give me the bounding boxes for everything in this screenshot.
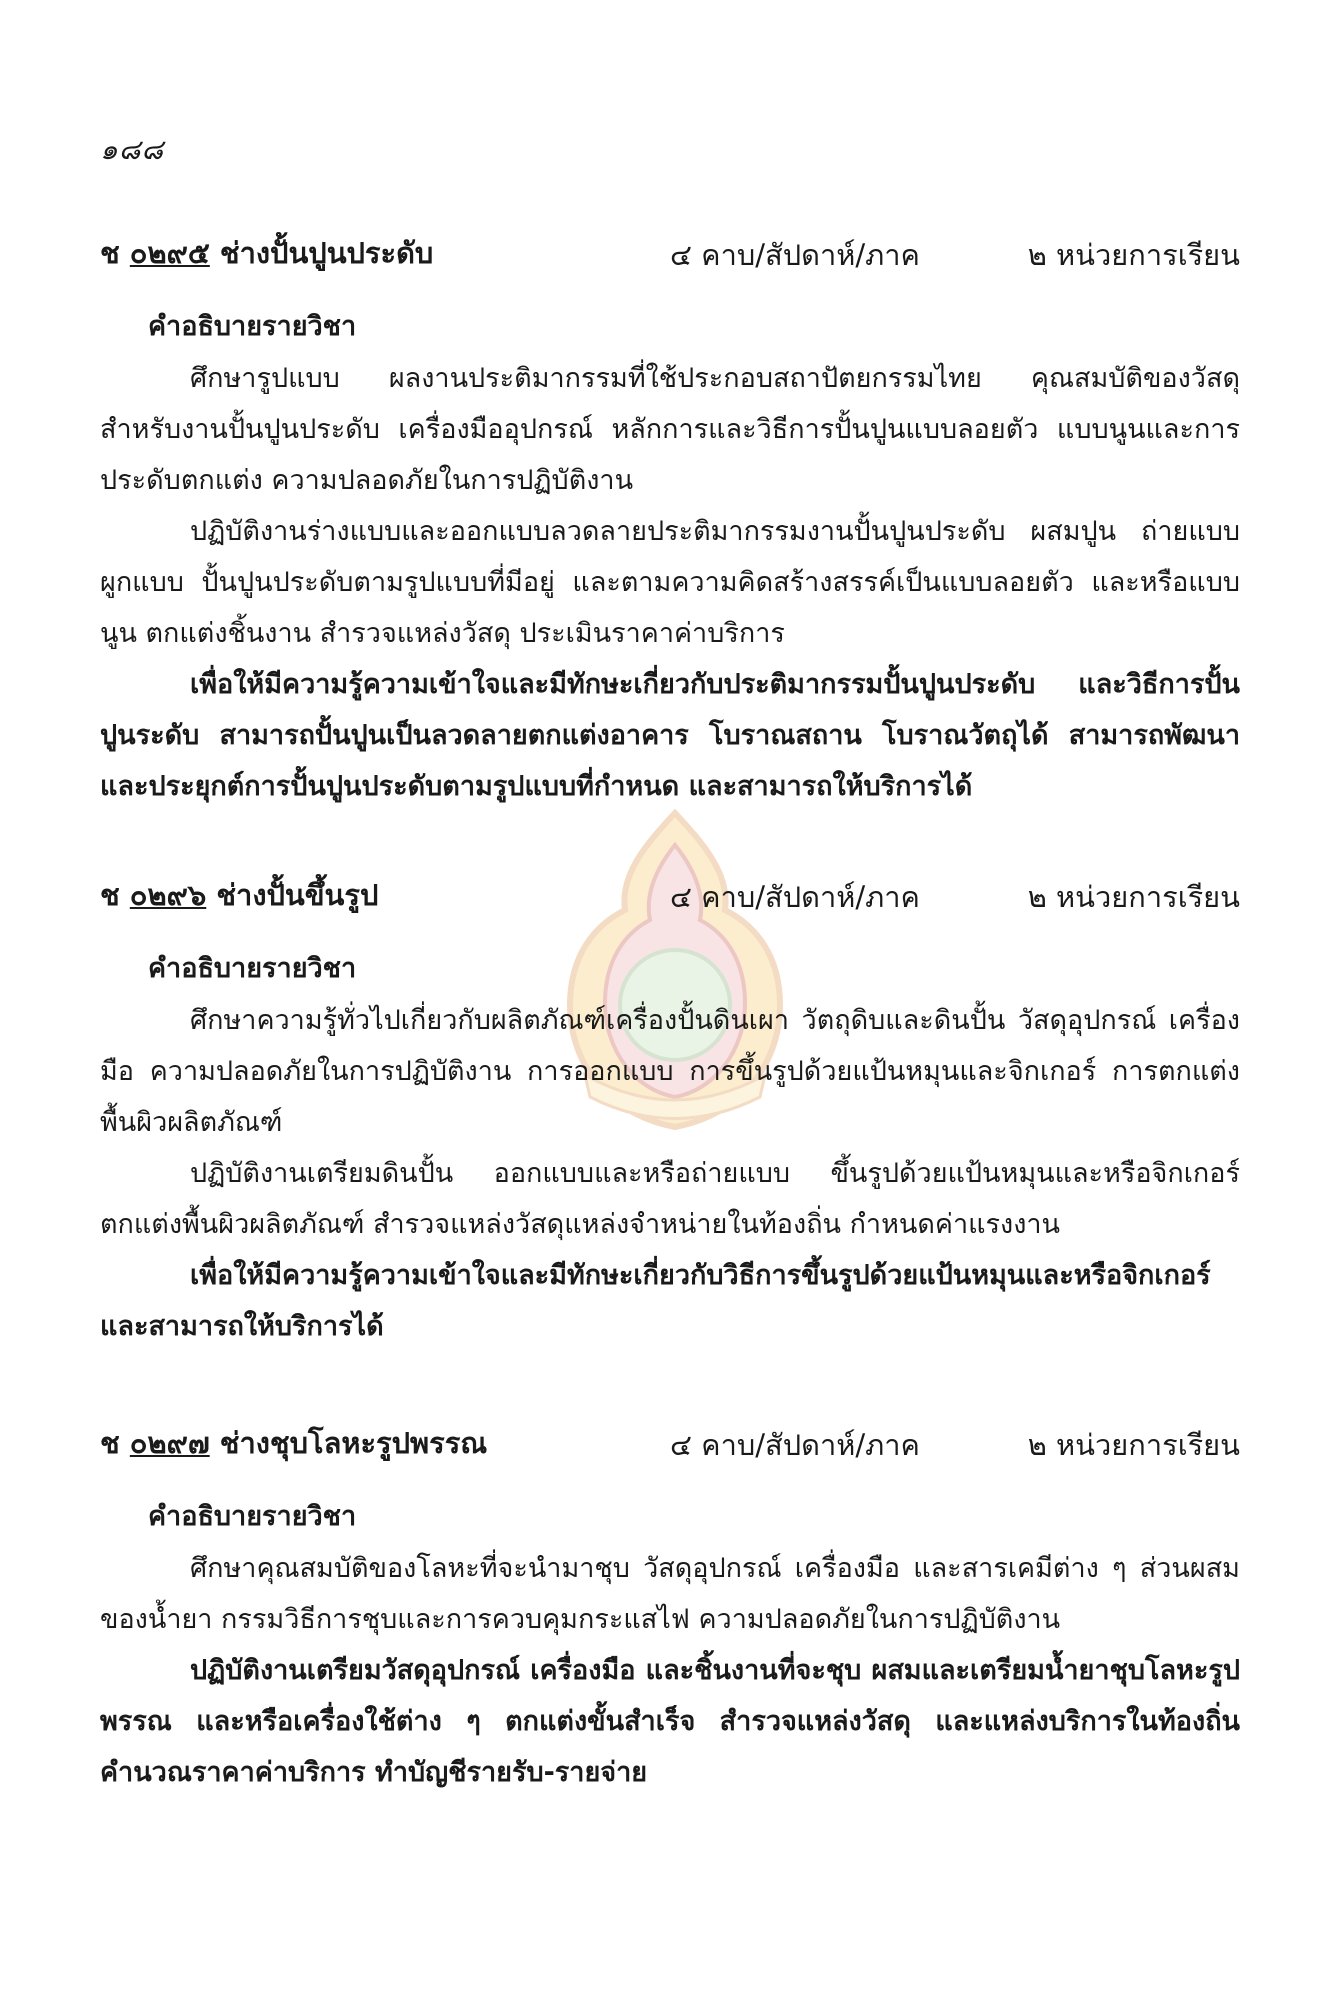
course-section (100, 872, 1240, 1352)
course-name: ช่างปั้นปูนประดับ (219, 236, 434, 270)
description-paragraph: ปฏิบัติงานร่างแบบและออกแบบลวดลายประติมากรรมงานปั้นปูนประดับ ผสมปูน ถ่ายแบบ ผูกแบบ ปั้นปูนประดับตามรูปแบบที่มีอยู่ และตามความคิดสร้างสรรค์เป็นแบบลอยตัว และหรือแบบนูน ตกแต่งชิ้นงาน สำรวจแหล่งวัสดุ ประเมินราคาค่าบริการ (100, 516, 1240, 649)
course-number: ๐๒๙๕ (129, 236, 210, 270)
course-code (100, 230, 433, 276)
course-prefix: ช (100, 1426, 120, 1460)
description-paragraph: ศึกษาคุณสมบัติของโลหะที่จะนำมาชุบ วัสดุอุปกรณ์ เครื่องมือ และสารเคมีต่าง ๆ ส่วนผสมของน้ำยา กรรมวิธีการชุบและการควบคุมกระแสไฟ ความปลอดภัยในการปฏิบัติงาน (100, 1553, 1240, 1635)
course-number: ๐๒๙๗ (129, 1426, 210, 1460)
course-code (100, 872, 378, 918)
description-paragraph: ศึกษารูปแบบ ผลงานประติมากรรมที่ใช้ประกอบสถาปัตยกรรมไทย คุณสมบัติของวัสดุสำหรับงานปั้นปูนประดับ เครื่องมืออุปกรณ์ หลักการและวิธีการปั้นปูนแบบลอยตัว แบบนูนและการประดับตกแต่ง ความปลอดภัยในการปฏิบัติงาน (100, 363, 1240, 496)
course-number: ๐๒๙๖ (129, 878, 207, 912)
page-number: ๑๘๘ (100, 133, 164, 166)
course-hours: ๔ คาบ/สัปดาห์/ภาค (670, 238, 920, 272)
description-title: คำอธิบายรายวิชา (148, 1501, 357, 1532)
description-paragraph: ปฏิบัติงานเตรียมดินปั้น ออกแบบและหรือถ่ายแบบ ขึ้นรูปด้วยแป้นหมุนและหรือจิกเกอร์ ตกแต่งพื้นผิวผลิตภัณฑ์ สำรวจแหล่งวัสดุแหล่งจำหน่ายในท้องถิ่น กำหนดค่าแรงงาน (100, 1158, 1240, 1240)
course-credits: ๒ หน่วยการเรียน (1027, 238, 1240, 272)
course-name: ช่างชุบโลหะรูปพรรณ (219, 1426, 488, 1460)
course-header (100, 872, 1240, 924)
course-section (100, 1420, 1240, 1798)
course-name: ช่างปั้นขึ้นรูป (216, 878, 379, 912)
course-prefix: ช (100, 236, 120, 270)
course-credits: ๒ หน่วยการเรียน (1027, 880, 1240, 914)
description-paragraph: ปฏิบัติงานเตรียมวัสดุอุปกรณ์ เครื่องมือ และชิ้นงานที่จะชุบ ผสมและเตรียมน้ำยาชุบโลหะรูปพรรณ และหรือเครื่องใช้ต่าง ๆ ตกแต่งขั้นสำเร็จ สำรวจแหล่งวัสดุ และแหล่งบริการในท้องถิ่น คำนวณราคาค่าบริการ ทำบัญชีรายรับ-รายจ่าย (100, 1655, 1240, 1788)
course-prefix: ช (100, 878, 120, 912)
course-credits: ๒ หน่วยการเรียน (1027, 1428, 1240, 1462)
course-header (100, 1420, 1240, 1472)
course-header (100, 230, 1240, 282)
course-hours: ๔ คาบ/สัปดาห์/ภาค (670, 880, 920, 914)
objective-paragraph: เพื่อให้มีความรู้ความเข้าใจและมีทักษะเกี่ยวกับวิธีการขึ้นรูปด้วยแป้นหมุนและหรือจิกเกอร์และสามารถให้บริการได้ (100, 1260, 1211, 1342)
description-title: คำอธิบายรายวิชา (148, 311, 357, 342)
objective-paragraph: เพื่อให้มีความรู้ความเข้าใจและมีทักษะเกี่ยวกับประติมากรรมปั้นปูนประดับ และวิธีการปั้นปูนระดับ สามารถปั้นปูนเป็นลวดลายตกแต่งอาคาร โบราณสถาน โบราณวัตถุได้ สามารถพัฒนาและประยุกต์การปั้นปูนประดับตามรูปแบบที่กำหนด และสามารถให้บริการได้ (100, 669, 1240, 802)
course-hours: ๔ คาบ/สัปดาห์/ภาค (670, 1428, 920, 1462)
description-title: คำอธิบายรายวิชา (148, 953, 357, 984)
course-section (100, 230, 1240, 812)
description-paragraph: ศึกษาความรู้ทั่วไปเกี่ยวกับผลิตภัณฑ์เครื่องปั้นดินเผา วัตถุดิบและดินปั้น วัสดุอุปกรณ์ เครื่องมือ ความปลอดภัยในการปฏิบัติงาน การออกแบบ การขึ้นรูปด้วยแป้นหมุนและจิกเกอร์ การตกแต่งพื้นผิวผลิตภัณฑ์ (100, 1005, 1240, 1138)
course-code (100, 1420, 487, 1466)
